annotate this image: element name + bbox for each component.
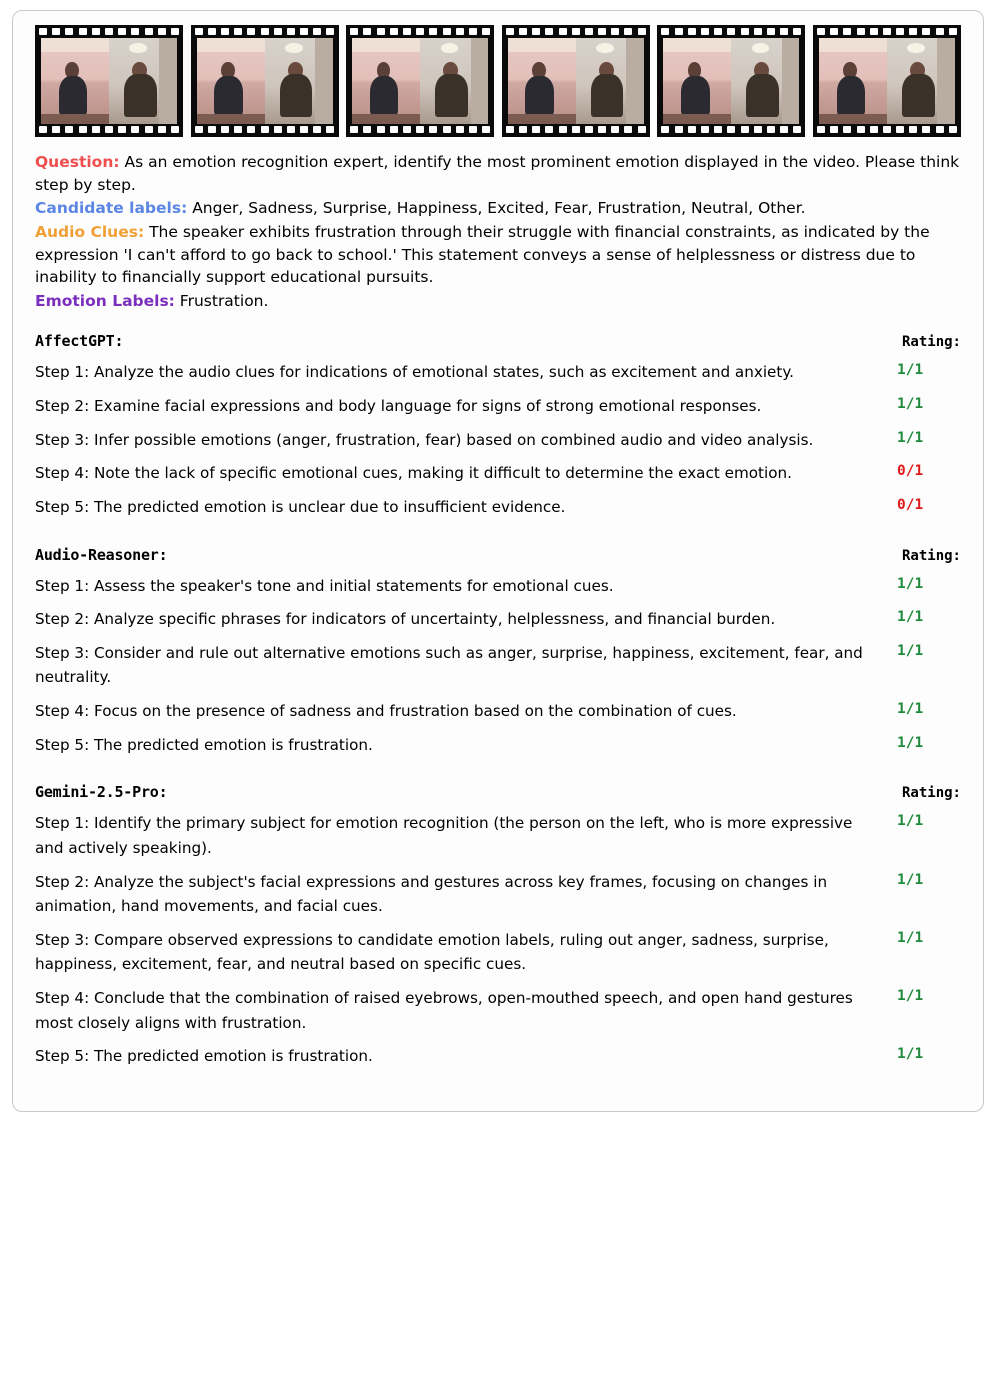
- film-perforation-icon: [92, 28, 100, 35]
- model-response-section: [35, 546, 961, 758]
- film-perforation-icon: [313, 28, 321, 35]
- film-perforation-icon: [638, 126, 646, 133]
- film-perforation-icon: [92, 126, 100, 133]
- wall: [471, 38, 489, 124]
- film-perforation-icon: [817, 28, 825, 35]
- candidate-labels-label: Candidate labels:: [35, 199, 188, 218]
- film-perforation-icon: [598, 126, 606, 133]
- table: [41, 114, 109, 124]
- film-perforation-icon: [624, 126, 632, 133]
- film-perforation-icon: [714, 126, 722, 133]
- film-perforation-icon: [727, 126, 735, 133]
- film-perforation-icon: [675, 126, 683, 133]
- film-perforation-icon: [234, 126, 242, 133]
- film-perforation-icon: [754, 28, 762, 35]
- model-response-section: [35, 332, 961, 519]
- model-sections: [35, 332, 961, 1069]
- film-perforation-icon: [611, 28, 619, 35]
- reasoning-step-row: [35, 733, 961, 758]
- film-perforation-row: [195, 126, 335, 134]
- film-perforation-icon: [403, 126, 411, 133]
- video-frame: [813, 25, 961, 137]
- film-perforation-icon: [274, 126, 282, 133]
- film-perforation-icon: [145, 28, 153, 35]
- film-perforation-icon: [793, 28, 801, 35]
- film-perforation-row: [506, 28, 646, 36]
- ceiling: [663, 38, 731, 52]
- film-perforation-row: [39, 28, 179, 36]
- film-perforation-icon: [688, 28, 696, 35]
- rating-column-header: Rating:: [901, 547, 961, 564]
- film-perforation-icon: [870, 28, 878, 35]
- film-perforation-icon: [701, 28, 709, 35]
- frame-right-speaker: [576, 38, 644, 124]
- frame-right-speaker: [731, 38, 799, 124]
- speaker-body: [59, 76, 88, 116]
- video-frame: [346, 25, 494, 137]
- film-perforation-icon: [922, 126, 930, 133]
- film-perforation-icon: [817, 126, 825, 133]
- frame-image: [41, 38, 177, 124]
- film-perforation-icon: [171, 126, 179, 133]
- reasoning-step-row: [35, 461, 961, 486]
- film-perforation-icon: [896, 126, 904, 133]
- emotion-labels-text: Frustration.: [174, 291, 269, 310]
- film-perforation-icon: [909, 126, 917, 133]
- table: [352, 114, 420, 124]
- lamp: [285, 43, 303, 53]
- film-perforation-icon: [482, 126, 490, 133]
- film-perforation-icon: [208, 126, 216, 133]
- film-perforation-row: [661, 126, 801, 134]
- film-perforation-icon: [532, 126, 540, 133]
- film-perforation-icon: [883, 28, 891, 35]
- film-perforation-icon: [443, 126, 451, 133]
- lamp: [596, 43, 614, 53]
- reasoning-step-row: [35, 928, 961, 977]
- film-perforation-icon: [416, 126, 424, 133]
- listener-body: [124, 74, 157, 117]
- film-perforation-icon: [909, 28, 917, 35]
- audio-clues-text: The speaker exhibits frustration through their struggle with financial constraints, as indicated by the expression 'I can't afford to go back to school.' This statement conveys a sense of helplessness or distress due to inability to financially support educational pursuits.: [35, 222, 930, 287]
- speaker-body: [837, 76, 866, 116]
- table: [663, 114, 731, 124]
- film-perforation-icon: [195, 28, 203, 35]
- film-perforation-icon: [949, 126, 957, 133]
- film-perforation-icon: [377, 28, 385, 35]
- listener-body: [591, 74, 624, 117]
- film-perforation-icon: [767, 28, 775, 35]
- lamp: [907, 43, 925, 53]
- question-text: As an emotion recognition expert, identify the most prominent emotion displayed in the video. Please think step by step.: [35, 153, 960, 194]
- film-perforation-icon: [675, 28, 683, 35]
- film-perforation-icon: [545, 28, 553, 35]
- reasoning-step-text: Step 1: Analyze the audio clues for indications of emotional states, such as excitement and anxiety.: [35, 363, 795, 382]
- reasoning-step-text: Step 5: The predicted emotion is frustration.: [35, 735, 373, 754]
- model-header: [35, 332, 961, 350]
- frame-right-speaker: [420, 38, 488, 124]
- film-perforation-icon: [261, 126, 269, 133]
- video-frame: [657, 25, 805, 137]
- frame-left-speaker: [41, 38, 109, 124]
- frame-right-speaker: [265, 38, 333, 124]
- frame-right-speaker: [887, 38, 955, 124]
- frame-image: [352, 38, 488, 124]
- film-perforation-icon: [857, 126, 865, 133]
- candidate-labels-text: Anger, Sadness, Surprise, Happiness, Excited, Fear, Frustration, Neutral, Other.: [187, 199, 806, 218]
- reasoning-step-text: Step 2: Analyze the subject's facial expressions and gestures across key frames, focusing on changes in animation, hand movements, and facial cues.: [35, 872, 828, 916]
- film-perforation-row: [817, 126, 957, 134]
- film-perforation-row: [350, 28, 490, 36]
- video-filmstrip: [35, 25, 961, 137]
- film-perforation-icon: [363, 126, 371, 133]
- film-perforation-icon: [830, 126, 838, 133]
- reasoning-step-text: Step 5: The predicted emotion is unclear due to insufficient evidence.: [35, 497, 566, 516]
- film-perforation-icon: [261, 28, 269, 35]
- audio-clues-label: Audio Clues:: [35, 222, 145, 241]
- film-perforation-icon: [780, 126, 788, 133]
- step-rating-badge: 1/1: [897, 362, 924, 379]
- reasoning-step-row: [35, 870, 961, 919]
- question-label: Question:: [35, 153, 120, 171]
- film-perforation-icon: [559, 126, 567, 133]
- film-perforation-icon: [221, 126, 229, 133]
- reasoning-step-row: [35, 360, 961, 385]
- film-perforation-icon: [443, 28, 451, 35]
- film-perforation-row: [195, 28, 335, 36]
- film-perforation-icon: [896, 28, 904, 35]
- film-perforation-icon: [118, 126, 126, 133]
- reasoning-step-text: Step 3: Infer possible emotions (anger, frustration, fear) based on combined audio and video analysis.: [35, 430, 814, 449]
- ceiling: [508, 38, 576, 52]
- film-perforation-icon: [377, 126, 385, 133]
- film-perforation-icon: [638, 28, 646, 35]
- reasoning-step-text: Step 2: Examine facial expressions and body language for signs of strong emotional responses.: [35, 397, 762, 415]
- speaker-body: [525, 76, 554, 116]
- speaker-body: [214, 76, 243, 116]
- model-name: AffectGPT:: [35, 332, 124, 351]
- film-perforation-icon: [416, 28, 424, 35]
- emotion-line: [35, 290, 961, 313]
- listener-body: [746, 74, 779, 117]
- lamp: [752, 43, 770, 53]
- reasoning-step-row: [35, 495, 961, 520]
- film-perforation-icon: [830, 28, 838, 35]
- film-perforation-icon: [39, 126, 47, 133]
- film-perforation-icon: [52, 28, 60, 35]
- film-perforation-icon: [390, 28, 398, 35]
- film-perforation-icon: [482, 28, 490, 35]
- step-rating-badge: 1/1: [897, 575, 924, 592]
- film-perforation-icon: [870, 126, 878, 133]
- step-rating-badge: 1/1: [897, 701, 924, 717]
- video-frame: [502, 25, 650, 137]
- film-perforation-icon: [857, 28, 865, 35]
- step-rating-badge: 1/1: [897, 813, 924, 830]
- reasoning-step-row: [35, 1044, 961, 1069]
- film-perforation-icon: [363, 28, 371, 35]
- film-perforation-icon: [429, 28, 437, 35]
- candidate-line: [35, 197, 961, 220]
- wall: [315, 38, 333, 124]
- film-perforation-icon: [300, 28, 308, 35]
- frame-image: [197, 38, 333, 124]
- video-frame: [35, 25, 183, 137]
- question-line: [35, 151, 961, 196]
- film-perforation-icon: [572, 28, 580, 35]
- film-perforation-icon: [456, 126, 464, 133]
- film-perforation-row: [39, 126, 179, 134]
- frame-left-speaker: [819, 38, 887, 124]
- wall: [937, 38, 955, 124]
- film-perforation-icon: [326, 126, 334, 133]
- film-perforation-icon: [131, 28, 139, 35]
- film-perforation-icon: [145, 126, 153, 133]
- film-perforation-icon: [780, 28, 788, 35]
- film-perforation-row: [817, 28, 957, 36]
- ceiling: [197, 38, 265, 52]
- reasoning-step-row: [35, 641, 961, 690]
- film-perforation-icon: [195, 126, 203, 133]
- step-rating-badge: 1/1: [897, 396, 924, 412]
- film-perforation-icon: [105, 126, 113, 133]
- table: [197, 114, 265, 124]
- film-perforation-icon: [519, 28, 527, 35]
- film-perforation-icon: [506, 126, 514, 133]
- wall: [626, 38, 644, 124]
- film-perforation-icon: [843, 126, 851, 133]
- film-perforation-icon: [234, 28, 242, 35]
- film-perforation-icon: [883, 126, 891, 133]
- film-perforation-icon: [287, 28, 295, 35]
- wall: [159, 38, 177, 124]
- film-perforation-icon: [326, 28, 334, 35]
- listener-body: [435, 74, 468, 117]
- reasoning-step-text: Step 5: The predicted emotion is frustration.: [35, 1047, 373, 1066]
- frame-left-speaker: [352, 38, 420, 124]
- rating-column-header: Rating:: [901, 334, 961, 351]
- model-response-section: [35, 783, 961, 1069]
- film-perforation-icon: [350, 28, 358, 35]
- film-perforation-icon: [65, 28, 73, 35]
- table: [508, 114, 576, 124]
- film-perforation-icon: [247, 28, 255, 35]
- film-perforation-icon: [741, 126, 749, 133]
- film-perforation-icon: [688, 126, 696, 133]
- film-perforation-icon: [313, 126, 321, 133]
- film-perforation-icon: [469, 28, 477, 35]
- film-perforation-icon: [701, 126, 709, 133]
- lamp: [129, 43, 147, 53]
- film-perforation-icon: [403, 28, 411, 35]
- frame-image: [819, 38, 955, 124]
- ceiling: [352, 38, 420, 52]
- film-perforation-icon: [429, 126, 437, 133]
- film-perforation-row: [350, 126, 490, 134]
- step-rating-badge: 1/1: [897, 871, 924, 888]
- reasoning-step-row: [35, 428, 961, 453]
- film-perforation-icon: [519, 126, 527, 133]
- film-perforation-icon: [559, 28, 567, 35]
- ceiling: [41, 38, 109, 52]
- step-rating-badge: 1/1: [897, 1046, 924, 1063]
- film-perforation-icon: [585, 126, 593, 133]
- film-perforation-icon: [936, 28, 944, 35]
- film-perforation-icon: [390, 126, 398, 133]
- reasoning-step-text: Step 3: Consider and rule out alternative emotions such as anger, surprise, happiness, excitement, fear, and neutrality.: [35, 643, 863, 687]
- reasoning-step-row: [35, 607, 961, 632]
- film-perforation-icon: [79, 28, 87, 35]
- step-rating-badge: 0/1: [897, 496, 924, 513]
- film-perforation-icon: [287, 126, 295, 133]
- film-perforation-icon: [105, 28, 113, 35]
- reasoning-step-text: Step 1: Assess the speaker's tone and initial statements for emotional cues.: [35, 576, 614, 595]
- film-perforation-icon: [754, 126, 762, 133]
- frame-right-speaker: [109, 38, 177, 124]
- frame-image: [663, 38, 799, 124]
- film-perforation-icon: [624, 28, 632, 35]
- step-rating-badge: 1/1: [897, 609, 924, 626]
- step-rating-badge: 1/1: [897, 642, 924, 659]
- frame-left-speaker: [663, 38, 731, 124]
- reasoning-step-row: [35, 574, 961, 599]
- film-perforation-icon: [714, 28, 722, 35]
- model-header: [35, 546, 961, 564]
- film-perforation-icon: [922, 28, 930, 35]
- film-perforation-icon: [661, 28, 669, 35]
- film-perforation-icon: [274, 28, 282, 35]
- film-perforation-icon: [158, 126, 166, 133]
- speaker-body: [370, 76, 399, 116]
- film-perforation-icon: [247, 126, 255, 133]
- film-perforation-icon: [158, 28, 166, 35]
- step-rating-badge: 1/1: [897, 929, 924, 946]
- film-perforation-icon: [585, 28, 593, 35]
- reasoning-step-row: [35, 394, 961, 419]
- reasoning-step-text: Step 1: Identify the primary subject for emotion recognition (the person on the left, who is more expressive and actively speaking).: [35, 814, 853, 857]
- film-perforation-icon: [949, 28, 957, 35]
- frame-left-speaker: [197, 38, 265, 124]
- frame-image: [508, 38, 644, 124]
- film-perforation-icon: [350, 126, 358, 133]
- film-perforation-icon: [741, 28, 749, 35]
- model-header: [35, 783, 961, 801]
- lamp: [441, 43, 459, 53]
- video-frame: [191, 25, 339, 137]
- speaker-body: [681, 76, 710, 116]
- reasoning-step-text: Step 2: Analyze specific phrases for indicators of uncertainty, helplessness, and financial burden.: [35, 610, 776, 629]
- listener-body: [902, 74, 935, 117]
- film-perforation-icon: [661, 126, 669, 133]
- film-perforation-icon: [456, 28, 464, 35]
- film-perforation-icon: [131, 126, 139, 133]
- reasoning-step-text: Step 3: Compare observed expressions to candidate emotion labels, ruling out anger, sadness, surprise, happiness, excitement, fear, and neutral based on specific cues.: [35, 930, 829, 974]
- film-perforation-icon: [532, 28, 540, 35]
- film-perforation-icon: [506, 28, 514, 35]
- film-perforation-icon: [545, 126, 553, 133]
- reasoning-step-text: Step 4: Note the lack of specific emotional cues, making it difficult to determine the exact emotion.: [35, 464, 792, 483]
- frame-left-speaker: [508, 38, 576, 124]
- step-rating-badge: 1/1: [897, 988, 924, 1004]
- film-perforation-icon: [767, 126, 775, 133]
- film-perforation-icon: [469, 126, 477, 133]
- ceiling: [819, 38, 887, 52]
- table: [819, 114, 887, 124]
- step-rating-badge: 0/1: [897, 463, 924, 480]
- reasoning-step-text: Step 4: Focus on the presence of sadness and frustration based on the combination of cues.: [35, 702, 737, 720]
- listener-body: [280, 74, 313, 117]
- film-perforation-icon: [572, 126, 580, 133]
- film-perforation-icon: [727, 28, 735, 35]
- film-perforation-icon: [208, 28, 216, 35]
- film-perforation-icon: [118, 28, 126, 35]
- film-perforation-icon: [936, 126, 944, 133]
- reasoning-step-row: [35, 986, 961, 1035]
- film-perforation-row: [506, 126, 646, 134]
- film-perforation-icon: [171, 28, 179, 35]
- model-name: Gemini-2.5-Pro:: [35, 783, 168, 802]
- film-perforation-icon: [843, 28, 851, 35]
- film-perforation-icon: [79, 126, 87, 133]
- wall: [782, 38, 800, 124]
- step-rating-badge: 1/1: [897, 429, 924, 446]
- reasoning-step-row: [35, 811, 961, 860]
- figure-card: [12, 10, 984, 1112]
- film-perforation-row: [661, 28, 801, 36]
- film-perforation-icon: [793, 126, 801, 133]
- film-perforation-icon: [65, 126, 73, 133]
- model-name: Audio-Reasoner:: [35, 545, 168, 564]
- prompt-block: [35, 151, 961, 312]
- film-perforation-icon: [598, 28, 606, 35]
- film-perforation-icon: [300, 126, 308, 133]
- reasoning-step-text: Step 4: Conclude that the combination of raised eyebrows, open-mouthed speech, and open hand gestures most closely aligns with frustration.: [35, 989, 853, 1032]
- film-perforation-icon: [39, 28, 47, 35]
- emotion-labels-label: Emotion Labels:: [35, 291, 175, 310]
- film-perforation-icon: [52, 126, 60, 133]
- step-rating-badge: 1/1: [897, 734, 924, 751]
- rating-column-header: Rating:: [901, 785, 961, 802]
- reasoning-step-row: [35, 699, 961, 724]
- audio-line: [35, 221, 961, 289]
- film-perforation-icon: [221, 28, 229, 35]
- film-perforation-icon: [611, 126, 619, 133]
